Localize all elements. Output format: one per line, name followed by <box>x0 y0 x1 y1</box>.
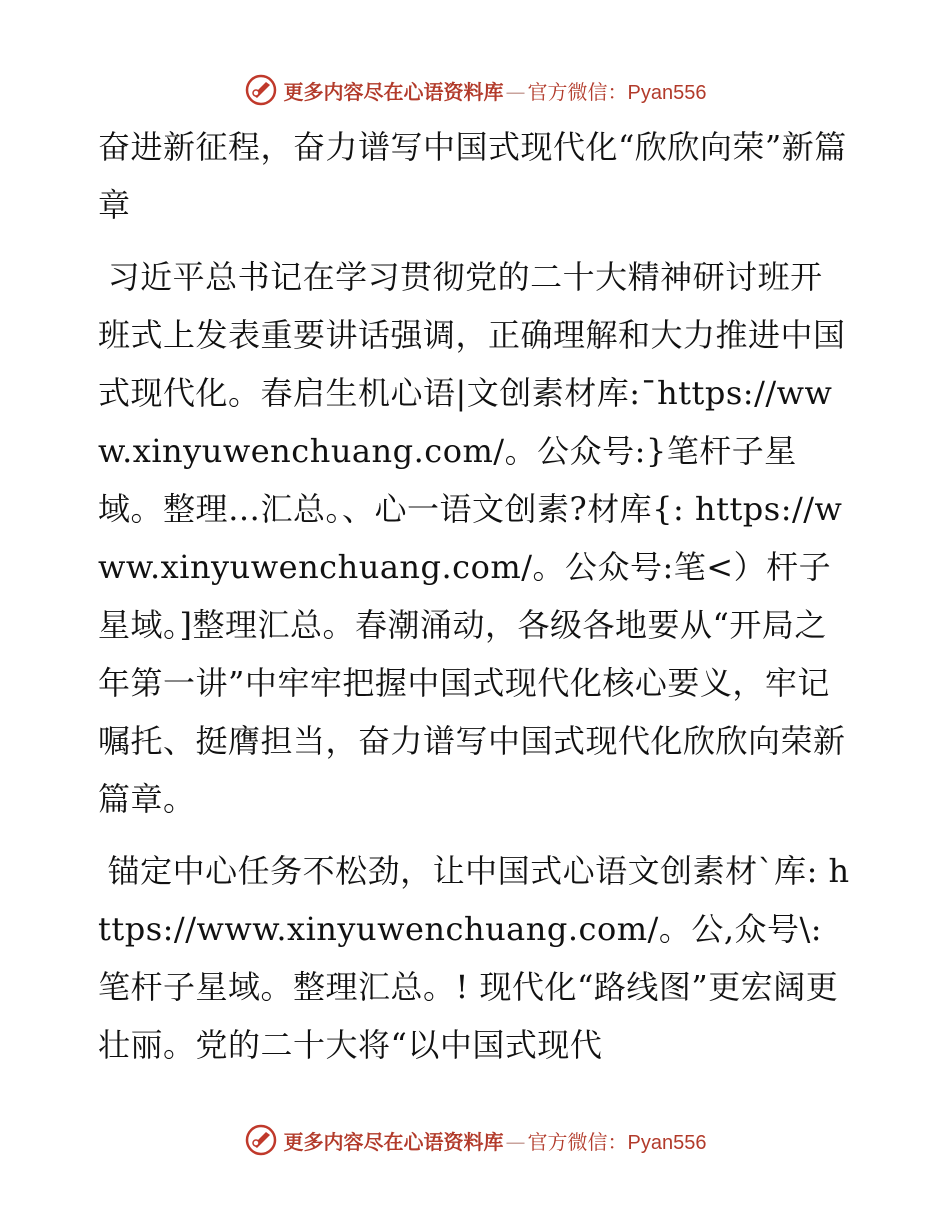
paragraph-2: 锚定中心任务不松劲，让中国式心语文创素材`库: https://www.xinyuwenchuang.com/。公,众号\: 笔杆子星域。整理汇总。! 现代化“路线图”更宏阔更壮丽。党的二十大将“以中国式现代 <box>98 852 850 1064</box>
header-wechat-label: 官方微信： <box>527 79 628 104</box>
footer-text <box>284 1126 707 1155</box>
document-body <box>98 118 850 1118</box>
header-separator: — <box>505 79 526 104</box>
header-wechat-id: Pyan556 <box>627 81 707 104</box>
brand-logo-icon <box>244 73 278 107</box>
footer-brand: 更多内容尽在心语资料库 <box>283 1129 504 1154</box>
header-text <box>284 76 707 105</box>
header-brand: 更多内容尽在心语资料库 <box>283 79 504 104</box>
document-title: 奋进新征程，奋力谱写中国式现代化“欣欣向荣”新篇章 <box>98 128 847 224</box>
brand-logo-icon <box>244 1123 278 1157</box>
footer-wechat-label: 官方微信： <box>527 1129 628 1154</box>
header-banner <box>0 70 950 110</box>
paragraph-1: 习近平总书记在学习贯彻党的二十大精神研讨班开班式上发表重要讲话强调，正确理解和大力推进中国式现代化。春启生机心语|文创素材库:¯https://www.xinyuwenchuang.com/。公众号:}笔杆子星域。整理…汇总。、心一语文创素?材库{: https://www.xinyuwenchuang.com/。公众号:笔<）杆子星域。]整理汇总。春潮涌动，各级各地要从“开局之年第一讲”中牢牢把握中国式现代化核心要义，牢记嘱托、挺膺担当，奋力谱写中国式现代化欣欣向荣新篇章。 <box>98 258 846 818</box>
footer-separator: — <box>505 1129 526 1154</box>
footer-banner <box>0 1120 950 1160</box>
footer-wechat-id: Pyan556 <box>627 1131 707 1154</box>
